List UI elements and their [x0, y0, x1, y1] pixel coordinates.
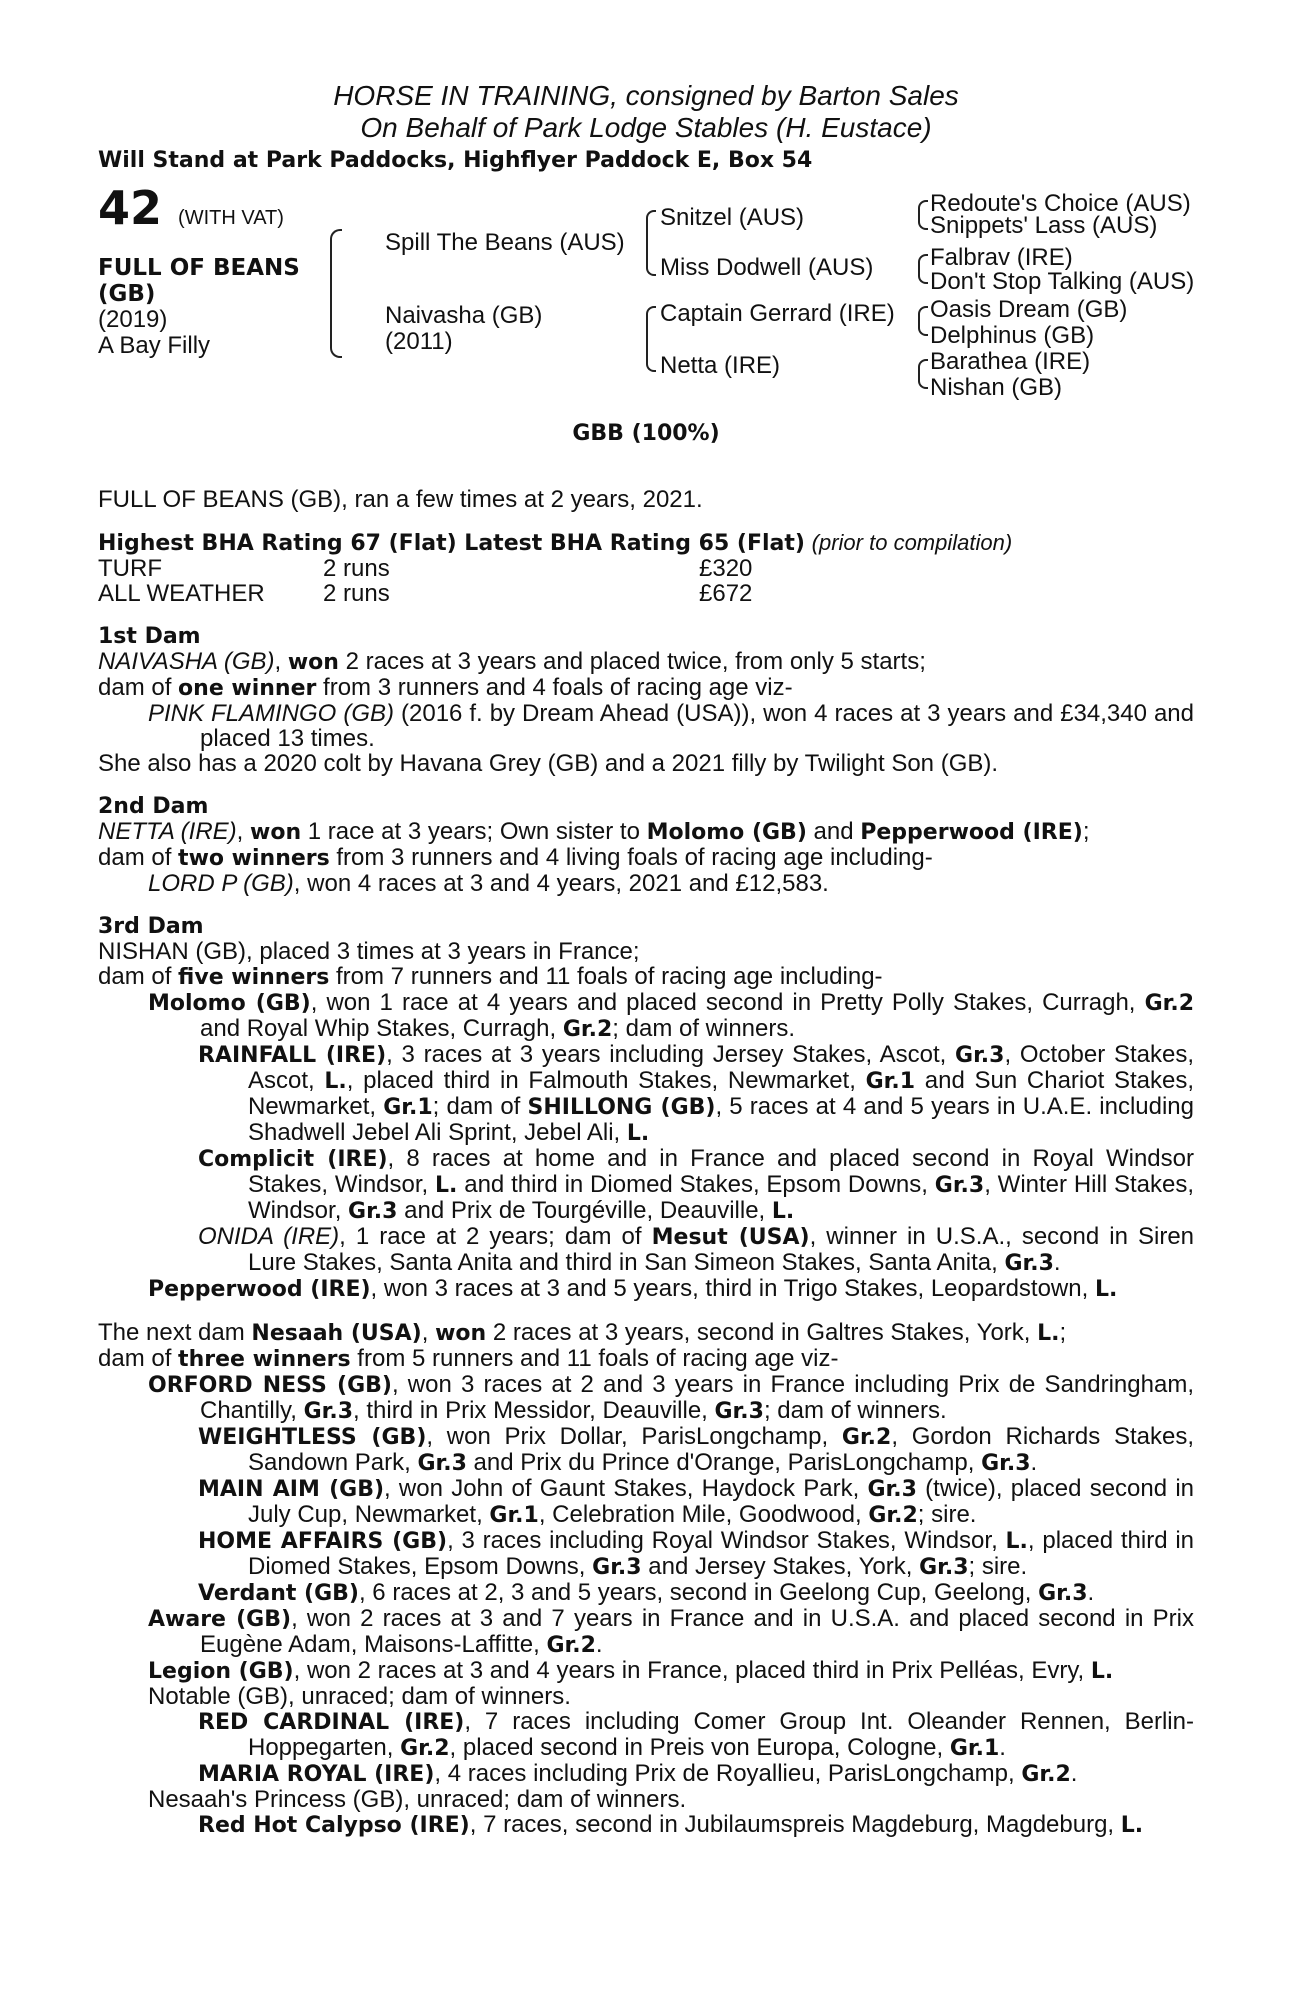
lot-number: [98, 181, 284, 235]
dam1-line2: [98, 675, 1194, 701]
granddam-1: Snippets' Lass (AUS): [930, 212, 1158, 239]
name: Verdant (GB): [198, 1581, 359, 1606]
produce-red-cardinal: [98, 1709, 1194, 1761]
dam1-section: [98, 624, 1194, 776]
produce-pepperwood: [98, 1276, 1194, 1302]
text: .: [1030, 1449, 1038, 1476]
grade: Gr.3: [1038, 1581, 1088, 1606]
text: dam of: [98, 674, 179, 701]
text: , won 4 races at 3 and 4 years, 2021 and £12,583.: [293, 870, 829, 897]
grade: L.: [771, 1199, 795, 1224]
name: PINK FLAMINGO (GB): [148, 700, 395, 727]
sep: ,: [274, 648, 288, 675]
text: , won Prix Dollar, ParisLongchamp,: [426, 1423, 842, 1450]
dam-line-brace: [646, 306, 656, 372]
text: , 5 races at 4 and 5 years in U.A.E. including Shadwell Jebel Ali Sprint, Jebel Ali,: [248, 1093, 1195, 1146]
grade: Gr.3: [592, 1555, 642, 1580]
dam3-heading: 3rd Dam: [98, 914, 204, 939]
grade: Gr.2: [841, 1425, 892, 1450]
dam3-line2: [98, 964, 1194, 990]
grade: Gr.3: [981, 1451, 1031, 1476]
winners: two winners: [178, 846, 330, 871]
text: The next dam: [98, 1319, 252, 1346]
sire-brace: [330, 229, 342, 358]
grade: Gr.3: [348, 1199, 398, 1224]
surface: ALL WEATHER: [98, 580, 265, 607]
sep: ,: [421, 1319, 436, 1346]
pedigree-block: [98, 181, 1195, 479]
prize: £320: [699, 555, 753, 582]
text: ;: [1059, 1319, 1067, 1346]
text: dam of: [98, 963, 179, 990]
produce-home-affairs: [98, 1528, 1194, 1580]
race-summary: FULL OF BEANS (GB), ran a few times at 2 years, 2021.: [98, 486, 703, 513]
name: Molomo (GB): [148, 991, 311, 1016]
text: , Celebration Mile, Goodwood,: [538, 1501, 869, 1528]
grade: Gr.1: [383, 1095, 433, 1120]
consignor-line: HORSE IN TRAINING, consigned by Barton Sales: [333, 80, 959, 111]
produce-nesaahs-princess: Nesaah's Princess (GB), unraced; dam of winners.: [148, 1786, 687, 1813]
name: Mesut (USA): [651, 1225, 810, 1250]
text: , 4 races including Prix de Royallieu, ParisLongchamp,: [434, 1760, 1022, 1787]
rating-row-aw: [98, 581, 1194, 606]
surface: TURF: [98, 555, 162, 582]
grade: Gr.3: [303, 1399, 354, 1424]
dam3-line1: NISHAN (GB), placed 3 times at 3 years in France;: [98, 938, 640, 965]
grandsire-3: Oasis Dream (GB): [930, 296, 1128, 323]
sire-dam: Miss Dodwell (AUS): [660, 254, 874, 281]
text: and Prix de Tourgéville, Deauville,: [397, 1197, 772, 1224]
dam1-line1: [98, 649, 1194, 675]
horse-name: FULL OF BEANS: [98, 255, 300, 281]
text: , Winter Hill Stakes, Windsor,: [248, 1171, 1195, 1224]
dam2-heading: 2nd Dam: [98, 794, 209, 819]
sire-line-brace: [646, 210, 656, 276]
text: and: [806, 818, 861, 845]
g-brace-3: [918, 306, 928, 336]
grade: Gr.2: [546, 1633, 596, 1658]
grandsire-1: Redoute's Choice (AUS): [930, 190, 1191, 217]
name: Complicit (IRE): [198, 1147, 388, 1172]
text: and Royal Whip Stakes, Curragh,: [200, 1015, 563, 1042]
text: and Prix du Prince d'Orange, ParisLongchamp,: [466, 1449, 982, 1476]
produce-weightless: [98, 1424, 1194, 1476]
dam2-line1: [98, 819, 1194, 845]
granddam-4: Nishan (GB): [930, 374, 1063, 401]
produce-maria-royal: [98, 1761, 1194, 1787]
winners: five winners: [178, 965, 330, 990]
text: , 3 races including Royal Windsor Stakes, Windsor,: [447, 1527, 1006, 1554]
dam-name: NETTA (IRE): [98, 818, 237, 845]
text: .: [999, 1734, 1006, 1761]
text: .: [1070, 1760, 1078, 1787]
text: 2 races at 3 years and placed twice, from only 5 starts;: [338, 648, 926, 675]
winners: one winner: [178, 676, 317, 701]
dam-name: Nesaah (USA): [251, 1321, 422, 1346]
name: SHILLONG (GB): [527, 1095, 716, 1120]
text: , winner in U.S.A., second in Siren Lure Stakes, Santa Anita and third in San Simeon Stakes, Santa Anita,: [248, 1223, 1195, 1276]
dam1-heading: 1st Dam: [98, 624, 201, 649]
dam-sire: Captain Gerrard (IRE): [660, 300, 895, 327]
name: Pepperwood (IRE): [148, 1277, 371, 1302]
text: , 1 race at 2 years; dam of: [339, 1223, 652, 1250]
text: ; dam of winners.: [763, 1397, 947, 1424]
produce-onida: [98, 1224, 1194, 1276]
grade: L.: [1090, 1659, 1114, 1684]
produce-notable: Notable (GB), unraced; dam of winners.: [148, 1683, 571, 1710]
grade: L.: [1005, 1529, 1028, 1554]
text: , 3 races at 3 years including Jersey Stakes, Ascot,: [386, 1041, 956, 1068]
runs: 2 runs: [323, 555, 390, 582]
text: , won 2 races at 3 and 7 years in France and in U.S.A. and placed second in Prix Eugène Adam, Maisons-Laffitte,: [200, 1605, 1195, 1658]
runs: 2 runs: [323, 580, 390, 607]
grandsire-2: Falbrav (IRE): [930, 244, 1073, 271]
text: dam of: [98, 1345, 179, 1372]
text: , placed third in Diomed Stakes, Epsom Downs,: [248, 1527, 1194, 1580]
prize: £672: [699, 580, 753, 607]
name: LORD P (GB): [148, 870, 294, 897]
rating-line: [98, 530, 1194, 556]
produce-rainfall: [98, 1042, 1194, 1146]
text: .: [595, 1631, 603, 1658]
grade: L.: [1094, 1277, 1118, 1302]
produce-legion: [98, 1658, 1194, 1684]
stand-location: Will Stand at Park Paddocks, Highflyer Paddock E, Box 54: [98, 148, 813, 173]
rating-note: (prior to compilation): [811, 530, 1013, 555]
produce-aware: [98, 1606, 1194, 1658]
g-brace-4: [918, 359, 928, 389]
text: .: [1053, 1249, 1061, 1276]
grade: Gr.1: [949, 1736, 1000, 1761]
dam-year: (2011): [385, 328, 453, 355]
text: , won 3 races at 3 and 5 years, third in Trigo Stakes, Leopardstown,: [370, 1275, 1095, 1302]
catalogue-page: [98, 80, 1194, 1838]
grade: Gr.1: [865, 1069, 916, 1094]
text: , won John of Gaunt Stakes, Haydock Park,: [384, 1475, 868, 1502]
rating-row-turf: [98, 556, 1194, 581]
name: ORFORD NESS (GB): [148, 1373, 392, 1398]
grade: Gr.3: [867, 1477, 917, 1502]
winners: three winners: [178, 1347, 351, 1372]
name: Molomo (GB): [646, 820, 807, 845]
text: 1 race at 3 years; Own sister to: [301, 818, 647, 845]
produce-molomo: [98, 990, 1194, 1042]
produce-verdant: [98, 1580, 1194, 1606]
grade: Gr.2: [1144, 991, 1194, 1016]
text: 2 races at 3 years, second in Galtres Stakes, York,: [486, 1319, 1038, 1346]
text: and Jersey Stakes, York,: [641, 1553, 920, 1580]
horse-description: A Bay Filly: [98, 332, 211, 359]
sire-sire: Snitzel (AUS): [660, 204, 805, 231]
name: Pepperwood (IRE): [860, 820, 1083, 845]
nextdam-line2: [98, 1346, 1194, 1372]
text: , Gordon Richards Stakes, Sandown Park,: [248, 1423, 1194, 1476]
g-brace-2: [918, 254, 928, 284]
text: from 3 runners and 4 living foals of racing age including-: [329, 844, 933, 871]
vat-note: (WITH VAT): [178, 207, 284, 229]
text: ; dam of: [432, 1093, 528, 1120]
name: Legion (GB): [148, 1659, 294, 1684]
text: and third in Diomed Stakes, Epsom Downs,: [457, 1171, 935, 1198]
grade: Gr.3: [417, 1451, 467, 1476]
produce-complicit: [98, 1146, 1194, 1224]
text: (2016 f. by Dream Ahead (USA)), won 4 races at 3 years and £34,340 and placed 13 times.: [200, 700, 1194, 752]
text: , placed third in Falmouth Stakes, Newmarket,: [346, 1067, 866, 1094]
gbb-percentage: GBB (100%): [572, 421, 720, 446]
text: from 5 runners and 11 foals of racing age viz-: [350, 1345, 839, 1372]
name: WEIGHTLESS (GB): [198, 1425, 427, 1450]
grade: Gr.1: [489, 1503, 539, 1528]
grade: Gr.2: [1021, 1762, 1071, 1787]
dam-name: NAIVASHA (GB): [98, 648, 275, 675]
text: , 6 races at 2, 3 and 5 years, second in Geelong Cup, Geelong,: [358, 1579, 1039, 1606]
name: Red Hot Calypso (IRE): [198, 1813, 470, 1838]
text: ; dam of winners.: [612, 1015, 796, 1042]
name: RAINFALL (IRE): [198, 1043, 387, 1068]
text: , won 2 races at 3 and 4 years in France, placed third in Prix Pelléas, Evry,: [293, 1657, 1091, 1684]
won: won: [287, 650, 339, 675]
text: and Sun Chariot Stakes, Newmarket,: [248, 1067, 1195, 1120]
name: HOME AFFAIRS (GB): [198, 1529, 448, 1554]
dam3-section: [98, 914, 1194, 1302]
granddam-2: Don't Stop Talking (AUS): [930, 268, 1195, 295]
text: ;: [1082, 818, 1090, 845]
text: , 7 races including Comer Group Int. Oleander Rennen, Berlin-Hoppegarten,: [248, 1708, 1194, 1761]
lot-number-value: 42: [98, 181, 163, 235]
dam2-line2: [98, 845, 1194, 871]
text: , 7 races, second in Jubilaumspreis Magdeburg, Magdeburg,: [469, 1811, 1121, 1838]
grade: Gr.3: [1004, 1251, 1054, 1276]
text: , 8 races at home and in France and placed second in Royal Windsor Stakes, Windsor,: [248, 1145, 1194, 1198]
text: (twice), placed second in July Cup, Newmarket,: [248, 1475, 1194, 1528]
text: , won 3 races at 2 and 3 years in France including Prix de Sandringham, Chantilly,: [200, 1371, 1194, 1424]
grade: Gr.2: [400, 1736, 450, 1761]
grade: Gr.3: [934, 1173, 985, 1198]
grade: Gr.3: [919, 1555, 969, 1580]
text: dam of: [98, 844, 179, 871]
dam1-line3: She also has a 2020 colt by Havana Grey (GB) and a 2021 filly by Twilight Son (GB).: [98, 750, 999, 777]
produce-main-aim: [98, 1476, 1194, 1528]
dam2-section: [98, 794, 1194, 896]
nextdam-line1: [98, 1320, 1194, 1346]
text: from 7 runners and 11 foals of racing age including-: [329, 963, 883, 990]
text: , October Stakes, Ascot,: [248, 1041, 1194, 1094]
text: ; sire.: [917, 1501, 977, 1528]
text: from 3 runners and 4 foals of racing age viz-: [316, 674, 793, 701]
grade: L.: [1037, 1321, 1060, 1346]
produce-pink-flamingo: [98, 701, 1194, 751]
text: ; sire.: [968, 1553, 1028, 1580]
won: won: [250, 820, 302, 845]
produce-red-hot-calypso: [98, 1812, 1194, 1838]
grade: L.: [435, 1173, 458, 1198]
grade: L.: [1120, 1813, 1144, 1838]
horse-country: (GB): [98, 281, 156, 307]
grandsire-4: Barathea (IRE): [930, 348, 1091, 375]
on-behalf-line: On Behalf of Park Lodge Stables (H. Eustace): [360, 112, 932, 143]
name: MARIA ROYAL (IRE): [198, 1762, 435, 1787]
text: , won 1 race at 4 years and placed second in Pretty Polly Stakes, Curragh,: [310, 989, 1145, 1016]
sire: Spill The Beans (AUS): [385, 229, 625, 256]
g-brace-1: [918, 200, 928, 230]
sep: ,: [236, 818, 250, 845]
produce-lord-p: [98, 871, 1194, 896]
rating-bold: Highest BHA Rating 67 (Flat) Latest BHA Rating 65 (Flat): [98, 531, 805, 556]
grade: Gr.3: [714, 1399, 764, 1424]
nextdam-section: [98, 1320, 1194, 1838]
produce-orford-ness: [98, 1372, 1194, 1424]
name: RED CARDINAL (IRE): [198, 1710, 465, 1735]
text: , placed second in Preis von Europa, Cologne,: [449, 1734, 950, 1761]
text: .: [1087, 1579, 1095, 1606]
dam-dam: Netta (IRE): [660, 352, 781, 379]
grade: Gr.2: [868, 1503, 918, 1528]
horse-year: (2019): [98, 306, 168, 333]
grade: Gr.2: [562, 1017, 613, 1042]
dam: Naivasha (GB): [385, 302, 543, 329]
won: won: [435, 1321, 487, 1346]
name: ONIDA (IRE): [198, 1223, 340, 1250]
text: , third in Prix Messidor, Deauville,: [353, 1397, 715, 1424]
name: Aware (GB): [148, 1607, 292, 1632]
grade: L.: [626, 1121, 650, 1146]
grade: Gr.3: [955, 1043, 1005, 1068]
name: MAIN AIM (GB): [198, 1477, 385, 1502]
granddam-3: Delphinus (GB): [930, 322, 1095, 349]
grade: L.: [324, 1069, 347, 1094]
